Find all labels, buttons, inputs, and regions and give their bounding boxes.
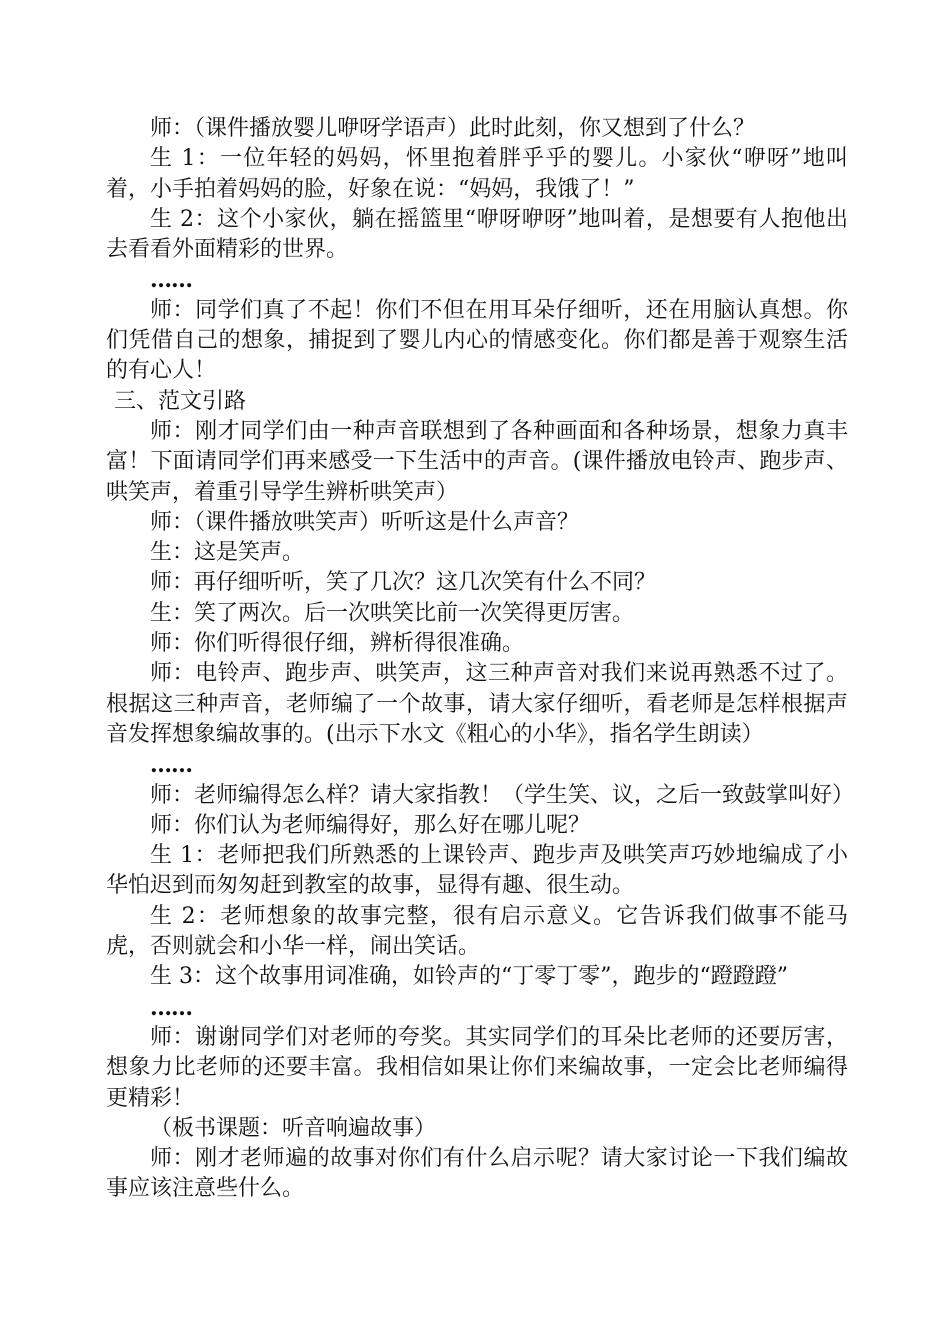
paragraph: 生 1：一位年轻的妈妈，怀里抱着胖乎乎的婴儿。小家伙“咿呀”地叫着，小手拍着妈妈的脸，好象在说：“妈妈，我饿了！” — [106, 146, 848, 202]
ellipsis: …… — [150, 752, 192, 779]
paragraph: 生 2：老师想象的故事完整，很有启示意义。它告诉我们做事不能马虎，否则就会和小华一样，闹出笑话。 — [106, 903, 848, 960]
paragraph: 师：刚才同学们由一种声音联想到了各种画面和各种场景，想象力真丰富！下面请同学们再来感受一下生活中的声音。(课件播放电铃声、跑步声、哄笑声，着重引导学生辨析哄笑声） — [106, 418, 848, 505]
paragraph: 师：电铃声、跑步声、哄笑声，这三种声音对我们来说再熟悉不过了。根据这三种声音，老师编了一个故事，请大家仔细听，看老师是怎样根据声音发挥想象编故事的。(出示下水文《粗心的小华》，指名学生朗读） — [106, 661, 848, 747]
document-page — [106, 114, 855, 1205]
paragraph: 生 1：老师把我们所熟悉的上课铃声、跑步声及哄笑声巧妙地编成了小华怕迟到而匆匆赶到教室的故事，显得有趣、很生动。 — [106, 843, 848, 899]
paragraph: 师：刚才老师遍的故事对你们有什么启示呢？请大家讨论一下我们编故事应该注意些什么。 — [106, 1146, 848, 1202]
paragraph: 师：谢谢同学们对老师的夸奖。其实同学们的耳朵比老师的还要厉害，想象力比老师的还要丰富。我相信如果让你们来编故事，一定会比老师编得更精彩！ — [106, 1024, 848, 1111]
ellipsis: …… — [150, 994, 192, 1021]
paragraph: （板书课题：听音响遍故事） — [150, 1115, 437, 1141]
paragraph: 师：你们认为老师编得好，那么好在哪儿呢？ — [150, 812, 591, 838]
ellipsis: …… — [150, 267, 192, 294]
section-heading: 三、范文引路 — [114, 388, 247, 414]
paragraph: 师：老师编得怎么样？请大家指教！（学生笑、议，之后一致鼓掌叫好） — [150, 782, 855, 808]
paragraph: 师：（课件播放婴儿咿呀学语声）此时此刻，你又想到了什么？ — [150, 116, 756, 141]
paragraph: 师：再仔细听听，笑了几次？这几次笑有什么不同？ — [150, 570, 657, 596]
paragraph: 生：笑了两次。后一次哄笑比前一次笑得更厉害。 — [150, 600, 635, 626]
paragraph: 师：（课件播放哄笑声）听听这是什么声音？ — [150, 509, 580, 535]
paragraph: 生 2：这个小家伙，躺在摇篮里“咿呀咿呀”地叫着，是想要有人抱他出去看看外面精彩的世界。 — [106, 206, 848, 263]
paragraph: 生 3：这个故事用词准确，如铃声的“丁零丁零”，跑步的“蹬蹬蹬” — [150, 964, 788, 990]
paragraph: 师：同学们真了不起！你们不但在用耳朵仔细听，还在用脑认真想。你们凭借自己的想象，捕捉到了婴儿内心的情感变化。你们都是善于观察生活的有心人！ — [106, 297, 848, 384]
paragraph: 生：这是笑声。 — [150, 540, 305, 566]
paragraph: 师：你们听得很仔细，辨析得很准确。 — [150, 631, 525, 657]
